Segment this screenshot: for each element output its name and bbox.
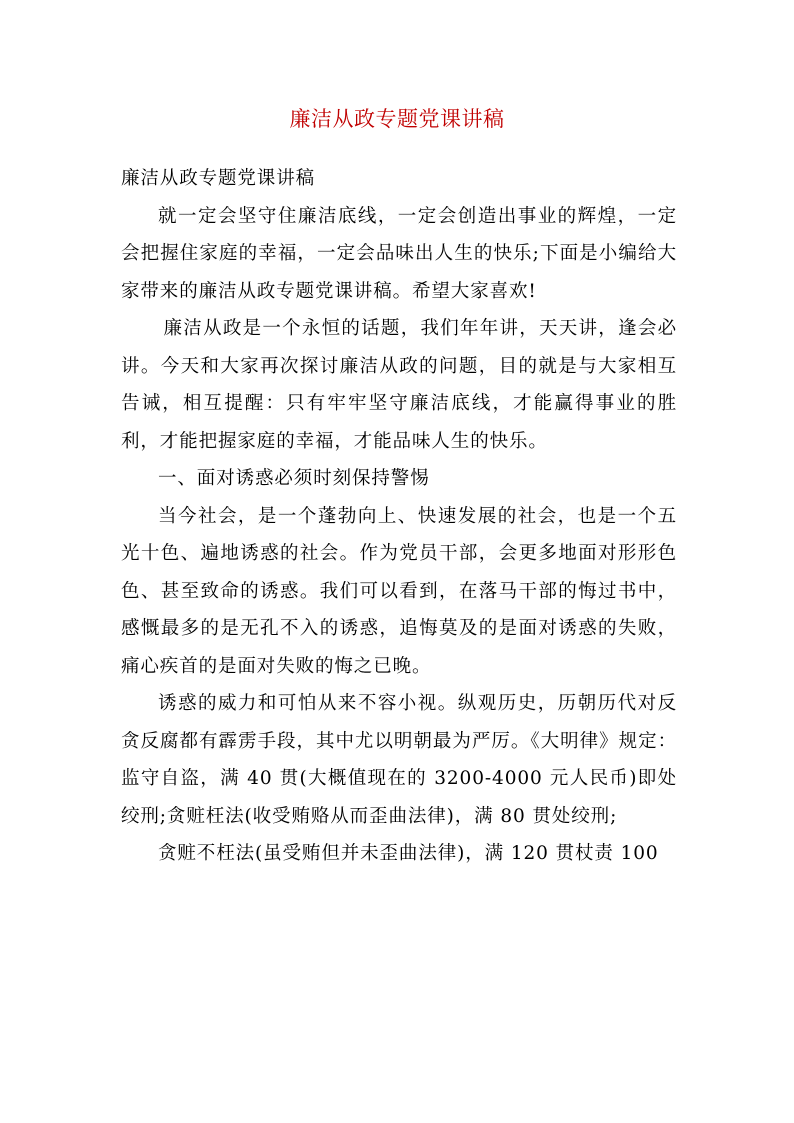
- section-heading: 一、面对诱惑必须时刻保持警惕: [158, 468, 430, 489]
- body-paragraph: 廉洁从政是一个永恒的话题，我们年年讲，天天讲，逢会必讲。今天和大家再次探讨廉洁从政的问题，目的就是与大家相互告诫，相互提醒：只有牢牢坚守廉洁底线，才能赢得事业的胜利，才能把握家庭的幸福，才能品味人生的快乐。: [121, 318, 677, 452]
- subtitle-paragraph: 廉洁从政专题党课讲稿: [121, 168, 316, 189]
- body-paragraph: 当今社会，是一个蓬勃向上、快速发展的社会，也是一个五光十色、遍地诱惑的社会。作为党员干部，会更多地面对形形色色、甚至致命的诱惑。我们可以看到，在落马干部的悔过书中，感慨最多的是无孔不入的诱惑，追悔莫及的是面对诱惑的失败，痛心疾首的是面对失败的悔之已晚。: [121, 505, 677, 677]
- intro-paragraph: 就一定会坚守住廉洁底线，一定会创造出事业的辉煌，一定会把握住家庭的幸福，一定会品味出人生的快乐;下面是小编给大家带来的廉洁从政专题党课讲稿。希望大家喜欢!: [121, 205, 677, 302]
- body-paragraph: 诱惑的威力和可怕从来不容小视。纵观历史，历朝历代对反贪反腐都有霹雳手段，其中尤以明朝最为严厉。《大明律》规定：监守自盗，满 40 贯(大概值现在的 3200-4000 元人民币)即处绞刑;贪赃枉法(收受贿赂从而歪曲法律)，满 80 贯处绞刑;: [121, 693, 677, 827]
- body-paragraph: 贪赃不枉法(虽受贿但并未歪曲法律)，满 120 贯杖责 100: [158, 843, 659, 864]
- document-title: 廉洁从政专题党课讲稿: [289, 107, 505, 131]
- document-body: [121, 160, 677, 873]
